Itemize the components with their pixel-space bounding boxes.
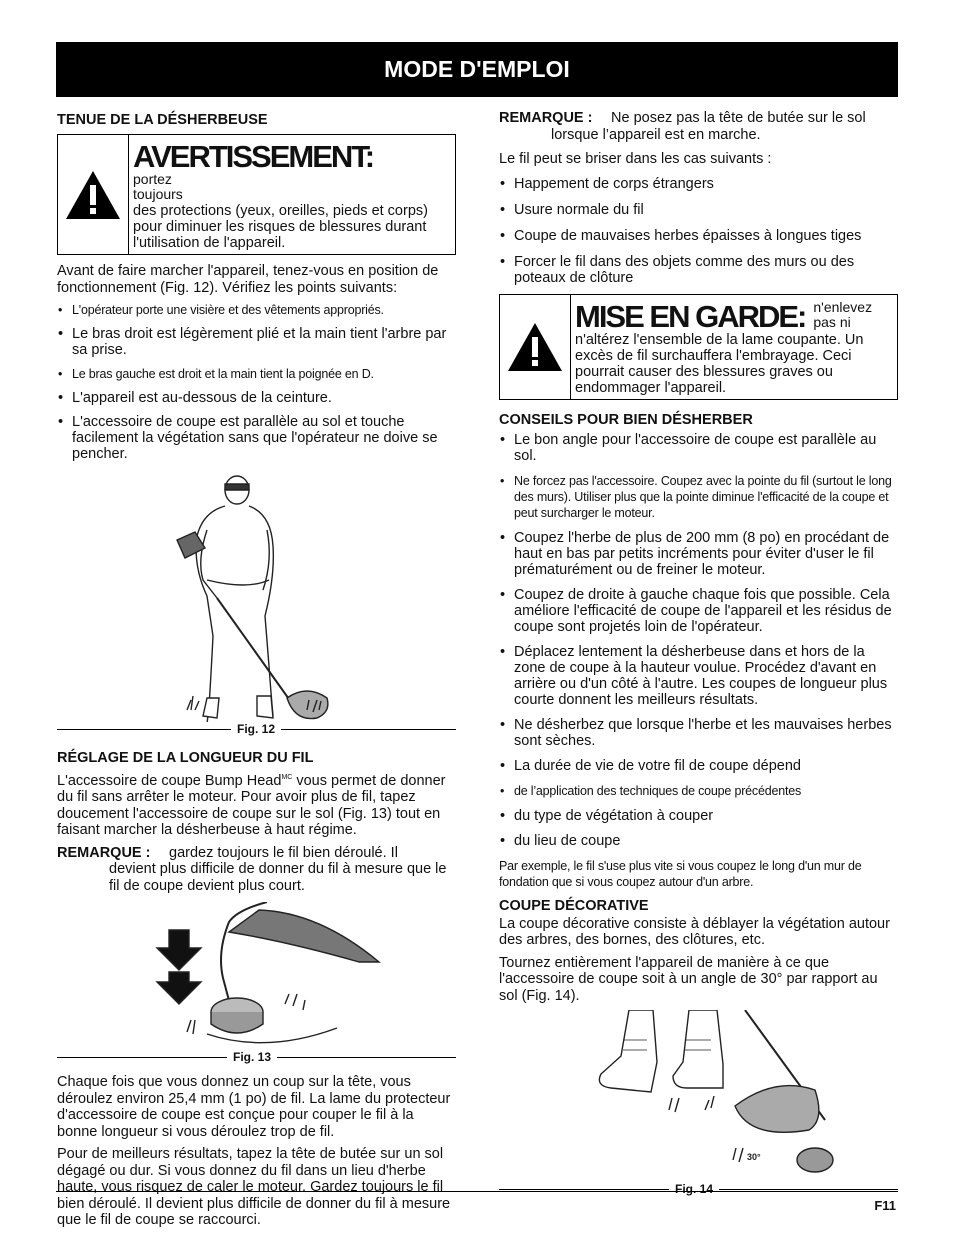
list-item: • Le bras gauche est droit et la main tient la poignée en D. (57, 366, 456, 382)
remark-label: REMARQUE : (499, 110, 593, 126)
remark-label: REMARQUE : (57, 844, 151, 861)
list-item: • L'opérateur porte une visière et des vêtements appropriés. (57, 302, 456, 318)
figure-14-caption: Fig. 14 (499, 1182, 898, 1196)
warning-triangle-icon (58, 135, 129, 254)
left-column (57, 110, 456, 1235)
warning-box (57, 134, 456, 255)
decorative-paragraph-2: Tournez entièrement l'appareil de manière à ce que l'accessoire de coupe soit à un angle de 30° par rapport au sol (Fig. 14). (499, 954, 878, 1004)
caution-box (499, 294, 898, 400)
page-number: F11 (874, 1198, 896, 1213)
figure-14-decorative-illustration (499, 1010, 898, 1182)
right-column (499, 110, 898, 1206)
warning-lead: portez toujours (133, 171, 183, 202)
footer-rule (56, 1191, 898, 1192)
decorative-paragraph-1: La coupe décorative consiste à déblayer la végétation autour des arbres, des bornes, des clôtures, etc. (499, 915, 890, 948)
remark-head-on-ground: REMARQUE : Ne posez pas la tête de butée sur le sol lorsque l’appareil est en marche. (499, 110, 866, 143)
intro-paragraph: Avant de faire marcher l'appareil, tenez-vous en position de fonctionnement (Fig. 12). Vérifiez les points suivants: (57, 263, 439, 296)
section-heading-tenue: TENUE DE LA DÉSHERBEUSE (57, 112, 268, 128)
caution-body: n'altérez l'ensemble de la lame coupante. Un excès de fil surchauffera l'embrayage. Ceci pourrait causer des blessures graves ou endommager l'appareil. (575, 331, 864, 396)
list-item: • Usure normale du fil (499, 202, 898, 218)
line-length-paragraph: Chaque fois que vous donnez un coup sur la tête, vous déroulez environ 25,4 mm (1 po) de fil. La lame du protecteur d'accessoire de coupe est conçue pour couper le fil à la bonne longueur si vous déroulez trop de fil. (57, 1074, 451, 1140)
list-item: • Coupez de droite à gauche chaque fois que possible. Cela améliore l'efficacité de coupe de l'appareil et les résidus de coupe sont projetés loin de l'opérateur. (499, 587, 898, 635)
figure-13-bump-illustration (57, 902, 456, 1050)
angle-label: 30° (747, 1152, 761, 1162)
tips-list (499, 432, 898, 849)
list-item: • La durée de vie de votre fil de coupe dépend (499, 758, 898, 774)
figure-12-operator-illustration (57, 470, 456, 722)
line-break-list (499, 176, 898, 286)
list-item: • Ne forcez pas l'accessoire. Coupez avec la pointe du fil (surtout le long des murs). Utiliser plus que la pointe diminue l'efficacité de la coupe et peut surcharger le moteur. (499, 473, 898, 521)
section-heading-reglage: RÉGLAGE DE LA LONGUEUR DU FIL (57, 750, 314, 766)
figure-12-caption: Fig. 12 (57, 722, 456, 736)
line-break-intro: Le fil peut se briser dans les cas suivants : (499, 151, 772, 167)
warning-body: des protections (yeux, oreilles, pieds et corps) pour diminuer les risques de blessures durant l'utilisation de l'appareil. (133, 203, 428, 251)
page-banner: MODE D'EMPLOI (56, 42, 898, 97)
list-item: • Coupe de mauvaises herbes épaisses à longues tiges (499, 228, 898, 244)
remark-line-feed: REMARQUE : gardez toujours le fil bien déroulé. Il devient plus difficile de donner du fil à mesure que le fil de coupe devient plus court. (57, 844, 447, 894)
list-item: • L'appareil est au-dessous de la ceinture. (57, 390, 456, 406)
list-item: • Déplacez lentement la désherbeuse dans et hors de la zone de coupe à la hauteur voulue. Procédez d'avant en arrière ou d'un côté à l'autre. Les coupes de longueur plus courte donnent les meilleurs résultats. (499, 644, 898, 708)
list-item: • Ne désherbez que lorsque l'herbe et les mauvaises herbes sont sèches. (499, 717, 898, 749)
list-item: • du type de végétation à couper (499, 808, 898, 824)
warning-title: AVERTISSEMENT: (133, 139, 374, 174)
list-item: • du lieu de coupe (499, 833, 898, 849)
list-item: • Le bon angle pour l'accessoire de coupe est parallèle au sol. (499, 432, 898, 464)
warning-triangle-icon (500, 295, 571, 399)
checklist (57, 302, 456, 462)
list-item: • Le bras droit est légèrement plié et la main tient l'arbre par sa prise. (57, 326, 456, 358)
section-heading-conseils: CONSEILS POUR BIEN DÉSHERBER (499, 411, 753, 428)
example-paragraph: Par exemple, le fil s'use plus vite si vous coupez le long d'un mur de fondation que si vous coupez autour d'un arbre. (499, 858, 862, 889)
list-item: • L'accessoire de coupe est parallèle au sol et touche facilement la végétation sans que l'opérateur ne doive se pencher. (57, 414, 456, 462)
caution-lead: n'enlevez pas ni (813, 298, 873, 330)
bump-head-paragraph: L'accessoire de coupe Bump Head$^{MC}$ vous permet de donner du fil sans arrêter le moteur. Pour avoir plus de fil, tapez doucement l'accessoire de coupe sur le sol (Fig. 13) tout en faisant marcher la désherbeuse à haut régime. (57, 772, 446, 839)
section-heading-decorative: COUPE DÉCORATIVE (499, 897, 649, 914)
list-item: • Happement de corps étrangers (499, 176, 898, 192)
best-results-paragraph: Pour de meilleurs résultats, tapez la tête de butée sur un sol dégagé ou dur. Si vous donnez du fil dans un lieu d'herbe haute, vous risquez de caler le moteur. Gardez toujours le fil bien déroulé. Il devient plus difficile de donner du fil à mesure que le fil de coupe se raccourci. (57, 1146, 451, 1229)
list-item: • Coupez l'herbe de plus de 200 mm (8 po) en procédant de haut en bas par petits incréments pour éviter d'user le fil prématurément ou de freiner le moteur. (499, 530, 898, 578)
list-item: • de l’application des techniques de coupe précédentes (499, 783, 898, 799)
caution-title: MISE EN GARDE: (575, 298, 806, 334)
list-item: • Forcer le fil dans des objets comme des murs ou des poteaux de clôture (499, 254, 898, 286)
figure-13-caption: Fig. 13 (57, 1050, 456, 1064)
